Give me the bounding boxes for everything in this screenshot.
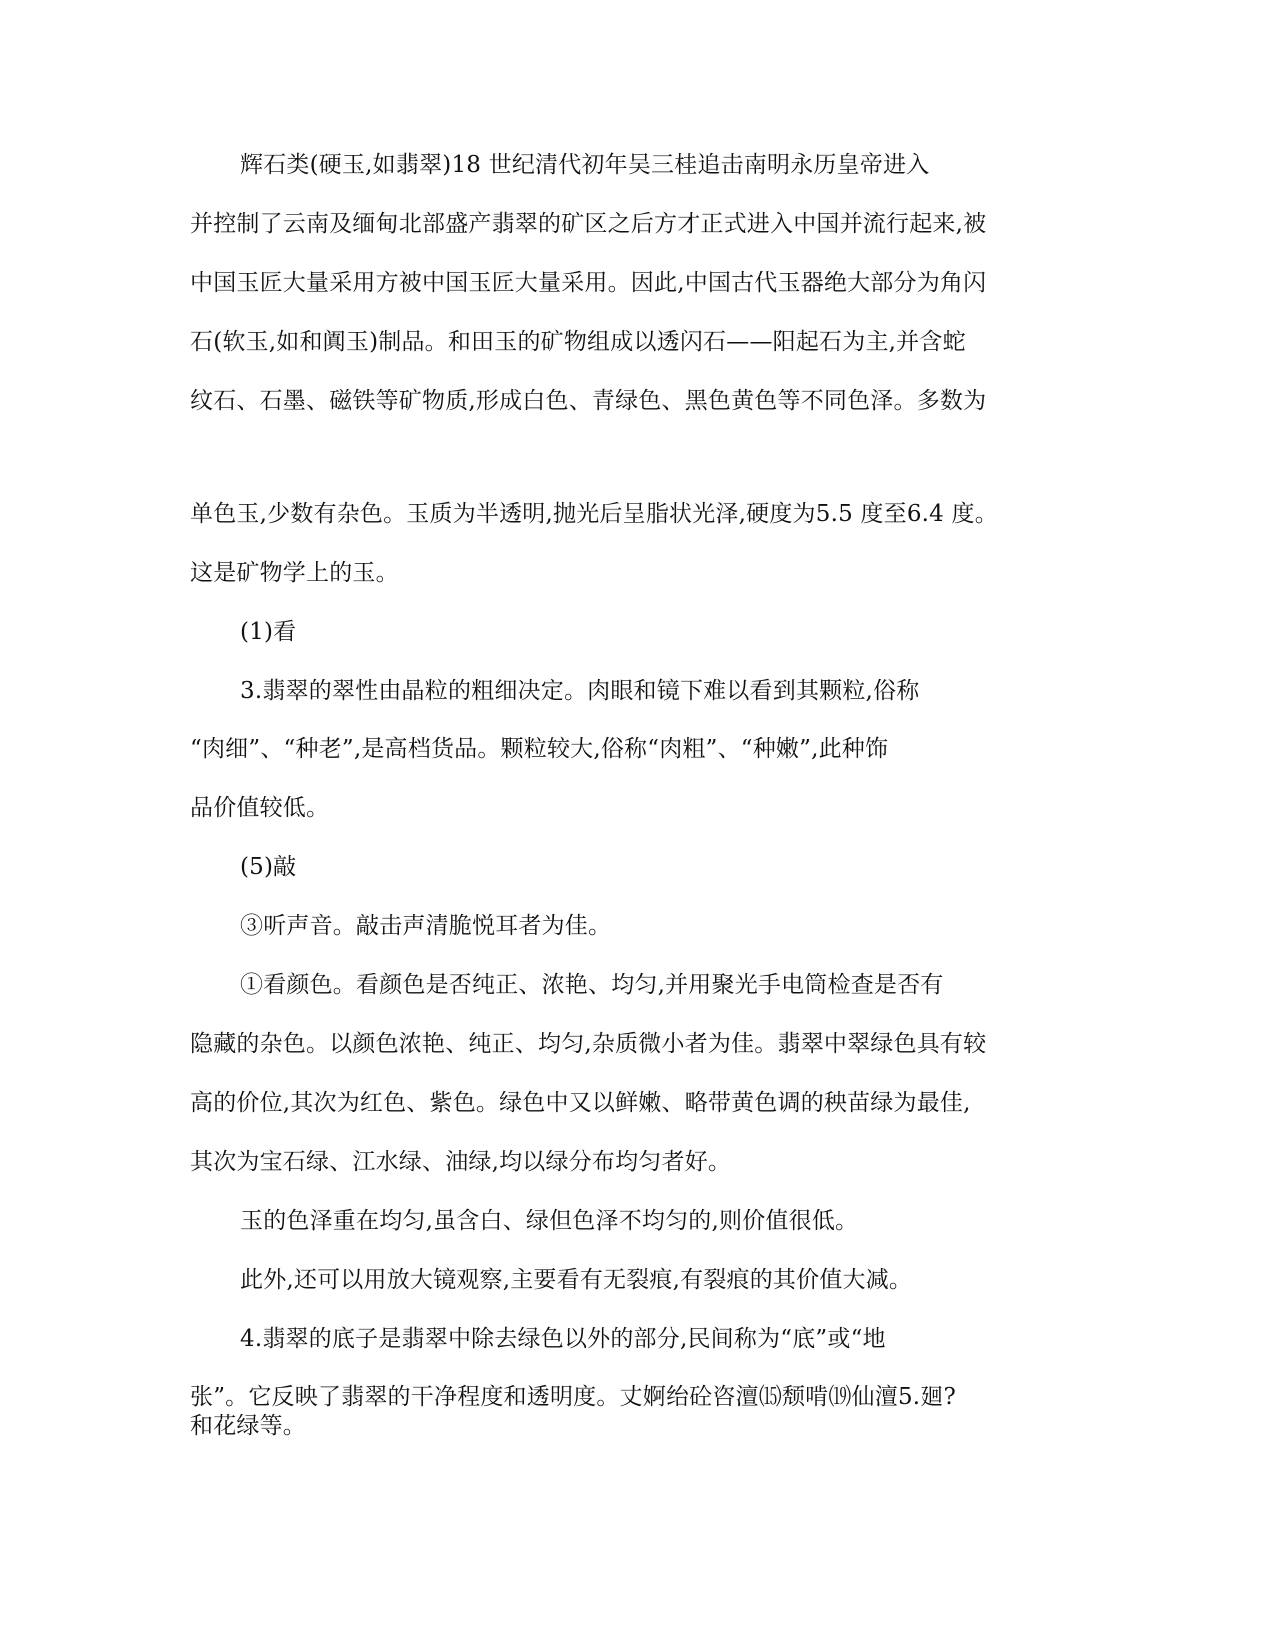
text-line: 中国玉匠大量采用方被中国玉匠大量采用。因此,中国古代玉器绝大部分为角闪 <box>190 270 987 296</box>
text-line: ③听声音。敲击声清脆悦耳者为佳。 <box>240 913 612 939</box>
text-line: 4.翡翠的底子是翡翠中除去绿色以外的部分,民间称为“底”或“地 <box>240 1326 886 1352</box>
text-line: 张”。它反映了翡翠的干净程度和透明度。丈婀绐砼咨澶⒂颓啃⒆仙澶5.廻? <box>190 1384 957 1410</box>
text-line: 其次为宝石绿、江水绿、油绿,均以绿分布均匀者好。 <box>190 1149 732 1175</box>
text-line: 和花绿等。 <box>190 1413 306 1439</box>
text-line: 隐藏的杂色。以颜色浓艳、纯正、均匀,杂质微小者为佳。翡翠中翠绿色具有较 <box>190 1031 987 1057</box>
text-line: 石(软玉,如和阗玉)制品。和田玉的矿物组成以透闪石——阳起石为主,并含蛇 <box>190 329 966 355</box>
section-heading: (5)敲 <box>240 854 297 880</box>
text-line: 并控制了云南及缅甸北部盛产翡翠的矿区之后方才正式进入中国并流行起来,被 <box>190 211 987 237</box>
text-line: 此外,还可以用放大镜观察,主要看有无裂痕,有裂痕的其价值大减。 <box>240 1267 913 1293</box>
text-line: 辉石类(硬玉,如翡翠)18 世纪清代初年吴三桂追击南明永历皇帝进入 <box>240 152 930 178</box>
text-line: 品价值较低。 <box>190 795 330 821</box>
text-line: ①看颜色。看颜色是否纯正、浓艳、均匀,并用聚光手电筒检查是否有 <box>240 972 944 998</box>
text-line: “肉细”、“种老”,是高档货品。颗粒较大,俗称“肉粗”、“种嫩”,此种饰 <box>190 736 889 762</box>
text-line: 单色玉,少数有杂色。玉质为半透明,抛光后呈脂状光泽,硬度为5.5 度至6.4 度。 <box>190 501 998 527</box>
section-heading: (1)看 <box>240 619 297 645</box>
text-line: 玉的色泽重在均匀,虽含白、绿但色泽不均匀的,则价值很低。 <box>240 1208 859 1234</box>
text-line: 纹石、石墨、磁铁等矿物质,形成白色、青绿色、黑色黄色等不同色泽。多数为 <box>190 388 987 414</box>
text-line: 高的价位,其次为红色、紫色。绿色中又以鲜嫩、略带黄色调的秧苗绿为最佳, <box>190 1090 971 1116</box>
text-line: 这是矿物学上的玉。 <box>190 560 399 586</box>
text-line: 3.翡翠的翠性由晶粒的粗细决定。肉眼和镜下难以看到其颗粒,俗称 <box>240 678 920 704</box>
